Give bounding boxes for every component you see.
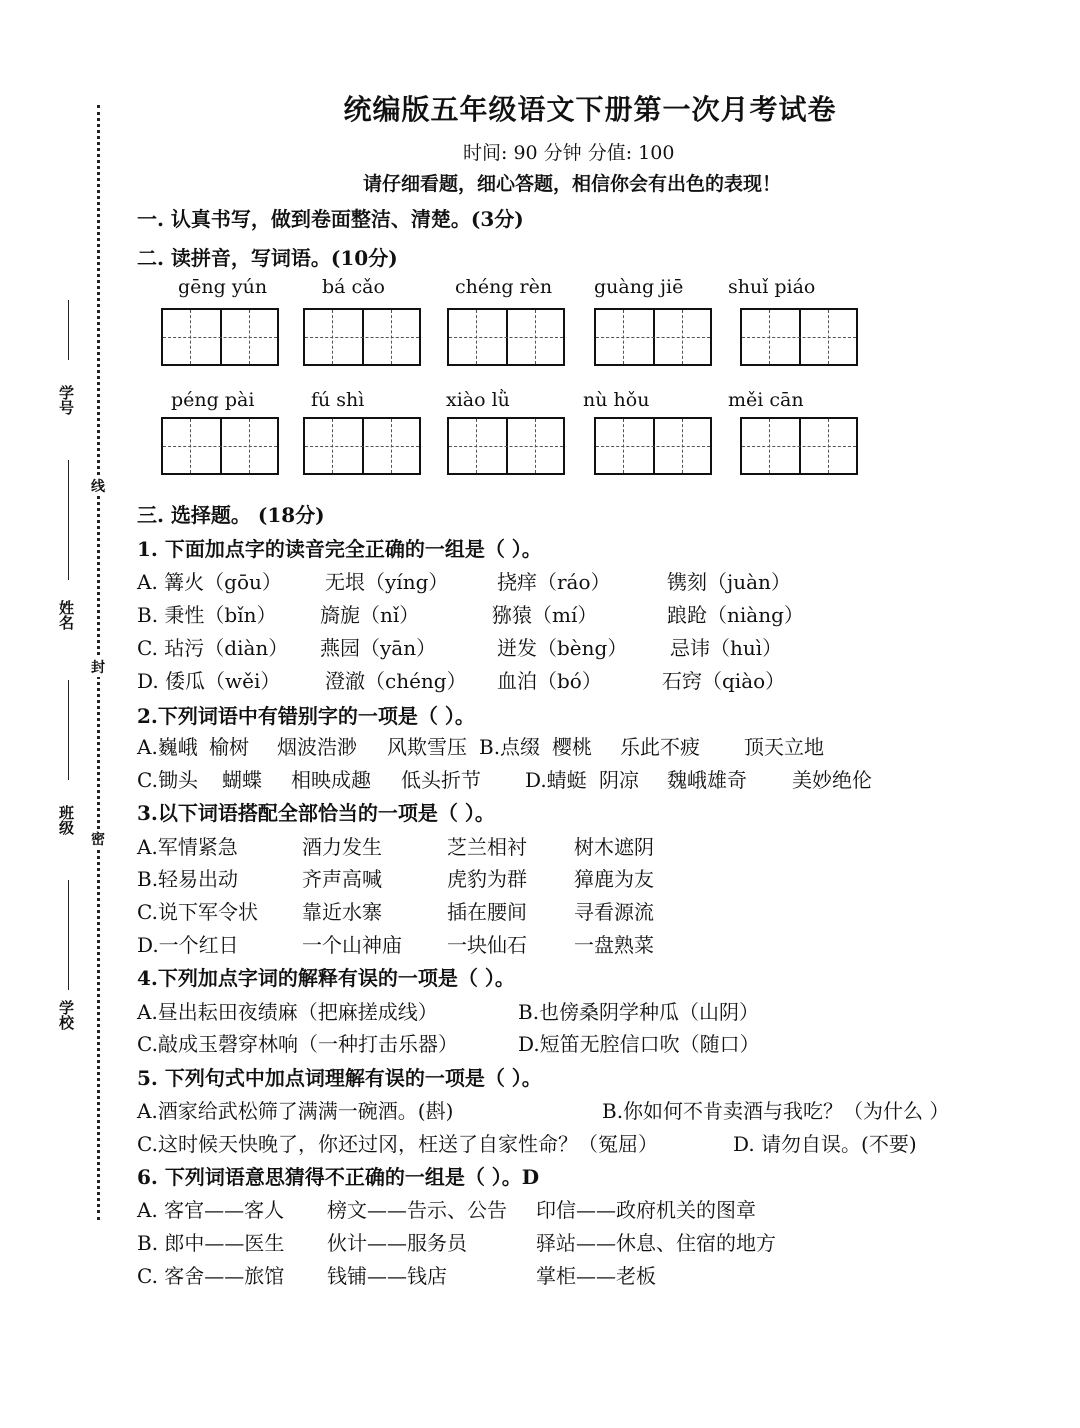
- pinyin-5: shuǐ piáo: [728, 276, 816, 298]
- q3-option: 树木遮阴: [574, 835, 654, 859]
- q6-stem: 6. 下列词语意思猜得不正确的一组是（ ）。D: [137, 1165, 540, 1189]
- q1-option: 石窍（qiào）: [662, 669, 786, 693]
- q3-option: B.轻易出动: [137, 867, 239, 891]
- q3-stem: 3.以下词语搭配全部恰当的一项是（ ）。: [137, 801, 495, 825]
- q6-option: 榜文——告示、公告: [327, 1198, 507, 1222]
- writing-grid[interactable]: [594, 308, 712, 366]
- q4-option: D.短笛无腔信口吹（随口）: [518, 1032, 760, 1056]
- q3-option: 靠近水寨: [302, 900, 382, 924]
- pinyin-3: chéng rèn: [455, 276, 553, 298]
- q3-option: C.说下军令状: [137, 900, 258, 924]
- q4-option: C.敲成玉磬穿林响（一种打击乐器）: [137, 1032, 458, 1056]
- q2-word: A.巍峨: [137, 735, 198, 759]
- q2-word: 阴凉: [599, 768, 639, 792]
- q1-option: 燕园（yān）: [320, 636, 437, 660]
- pinyin-6: péng pài: [171, 389, 255, 411]
- q2-word: 魏峨雄奇: [667, 768, 747, 792]
- pinyin-1: gēng yún: [178, 276, 268, 298]
- q3-option: D.一个红日: [137, 933, 239, 957]
- section-2-heading: 二. 读拼音，写词语。(10分): [137, 246, 398, 270]
- q3-option: 芝兰相衬: [447, 835, 527, 859]
- q5-option: B.你如何不肯卖酒与我吃？（为什么 ）: [602, 1099, 950, 1123]
- writing-grid[interactable]: [161, 417, 279, 475]
- school-label: 学校: [57, 1000, 75, 1030]
- q1-option: C. 玷污（diàn）: [137, 636, 289, 660]
- q2-word: 蝴蝶: [222, 768, 262, 792]
- writing-grid[interactable]: [161, 308, 279, 366]
- q2-word: 乐此不疲: [620, 735, 700, 759]
- q4-option: A.昼出耘田夜绩麻（把麻搓成线）: [137, 1000, 438, 1024]
- writing-grid[interactable]: [594, 417, 712, 475]
- q6-option: 驿站——休息、住宿的地方: [536, 1231, 776, 1255]
- class-label: 班级: [57, 805, 75, 835]
- q1-option: 猕猿（mí）: [492, 603, 598, 627]
- exam-title: 统编版五年级语文下册第一次月考试卷: [343, 93, 837, 126]
- q3-option: 虎豹为群: [447, 867, 527, 891]
- q1-option: 澄澈（chéng）: [325, 669, 467, 693]
- q5-option: C.这时候天快晚了，你还过冈，枉送了自家性命？（冤屈）: [137, 1132, 658, 1156]
- writing-grid[interactable]: [303, 308, 421, 366]
- name-label: 姓名: [57, 600, 75, 630]
- encourage-line: 请仔细看题，细心答题，相信你会有出色的表现！: [363, 173, 782, 195]
- q4-stem: 4.下列加点字词的解释有误的一项是（ ）。: [137, 966, 515, 990]
- id-label: 学号: [57, 385, 75, 415]
- class-underline: [68, 680, 69, 780]
- q1-option: A. 篝火（gōu）: [137, 570, 282, 594]
- name-underline: [68, 460, 69, 580]
- pinyin-8: xiào lǜ: [446, 389, 510, 411]
- q4-option: B.也傍桑阴学种瓜（山阴）: [518, 1000, 760, 1024]
- pinyin-9: nù hǒu: [583, 389, 650, 411]
- writing-grid[interactable]: [303, 417, 421, 475]
- seal-mark-xian: 线: [91, 476, 105, 496]
- q6-option: B. 郎中——医生: [137, 1231, 285, 1255]
- q2-word: C.锄头: [137, 768, 198, 792]
- q2-word: 美妙绝伦: [792, 768, 872, 792]
- q5-stem: 5. 下列句式中加点词理解有误的一项是（ ）。: [137, 1066, 542, 1090]
- section-3-heading: 三. 选择题。 (18分): [137, 503, 325, 527]
- q3-option: 一块仙石: [447, 933, 527, 957]
- q2-word: 低头折节: [401, 768, 481, 792]
- q1-option: 无垠（yíng）: [325, 570, 449, 594]
- q3-option: 寻看源流: [574, 900, 654, 924]
- q1-option: 踉跄（niàng）: [667, 603, 804, 627]
- pinyin-7: fú shì: [311, 389, 365, 411]
- q6-option: 钱铺——钱店: [327, 1264, 447, 1288]
- pinyin-4: guàng jiē: [594, 276, 684, 298]
- writing-grid[interactable]: [447, 308, 565, 366]
- q6-option: 伙计——服务员: [327, 1231, 467, 1255]
- q3-option: 插在腰间: [447, 900, 527, 924]
- q3-option: 一盘熟菜: [574, 933, 654, 957]
- section-1-heading: 一. 认真书写，做到卷面整洁、清楚。(3分): [137, 207, 524, 231]
- q1-option: 忌讳（huì）: [670, 636, 783, 660]
- q5-option: A.酒家给武松筛了满满一碗酒。(斟): [137, 1099, 454, 1123]
- q1-option: 镌刻（juàn）: [667, 570, 791, 594]
- q2-word: B.点缀: [479, 735, 541, 759]
- pinyin-2: bá cǎo: [322, 276, 385, 298]
- q2-stem: 2.下列词语中有错别字的一项是（ ）。: [137, 704, 475, 728]
- q2-word: 烟波浩渺: [277, 735, 357, 759]
- pinyin-10: měi cān: [728, 389, 804, 411]
- q6-option: 掌柜——老板: [536, 1264, 656, 1288]
- q2-word: 樱桃: [552, 735, 592, 759]
- q6-option: A. 客官——客人: [137, 1198, 285, 1222]
- writing-grid[interactable]: [740, 417, 858, 475]
- id-underline: [68, 300, 69, 360]
- school-underline: [68, 880, 69, 990]
- q3-option: 酒力发生: [302, 835, 382, 859]
- q3-option: 一个山神庙: [302, 933, 402, 957]
- seal-mark-mi: 密: [91, 829, 105, 849]
- q2-word: 相映成趣: [291, 768, 371, 792]
- q2-word: D.蜻蜓: [525, 768, 587, 792]
- q3-option: A.军情紧急: [137, 835, 238, 859]
- q1-option: 血泊（bó）: [497, 669, 602, 693]
- q1-option: D. 倭瓜（wěi）: [137, 669, 281, 693]
- q1-option: 迸发（bèng）: [497, 636, 628, 660]
- time-score-line: 时间: 90 分钟 分值: 100: [463, 142, 675, 164]
- q3-option: 齐声高喊: [302, 867, 382, 891]
- q2-word: 榆树: [209, 735, 249, 759]
- q1-stem: 1. 下面加点字的读音完全正确的一组是（ ）。: [137, 537, 542, 561]
- q2-word: 顶天立地: [744, 735, 824, 759]
- q1-option: 旖旎（nǐ）: [320, 603, 420, 627]
- q1-option: B. 秉性（bǐn）: [137, 603, 277, 627]
- q2-word: 风欺雪压: [387, 735, 467, 759]
- q6-option: 印信——政府机关的图章: [536, 1198, 756, 1222]
- q1-option: 挠痒（ráo）: [497, 570, 611, 594]
- q5-option: D. 请勿自误。(不要): [733, 1132, 917, 1156]
- seal-mark-feng: 封: [91, 657, 105, 677]
- q6-option: C. 客舍——旅馆: [137, 1264, 285, 1288]
- writing-grid[interactable]: [740, 308, 858, 366]
- q3-option: 獐鹿为友: [574, 867, 654, 891]
- writing-grid[interactable]: [447, 417, 565, 475]
